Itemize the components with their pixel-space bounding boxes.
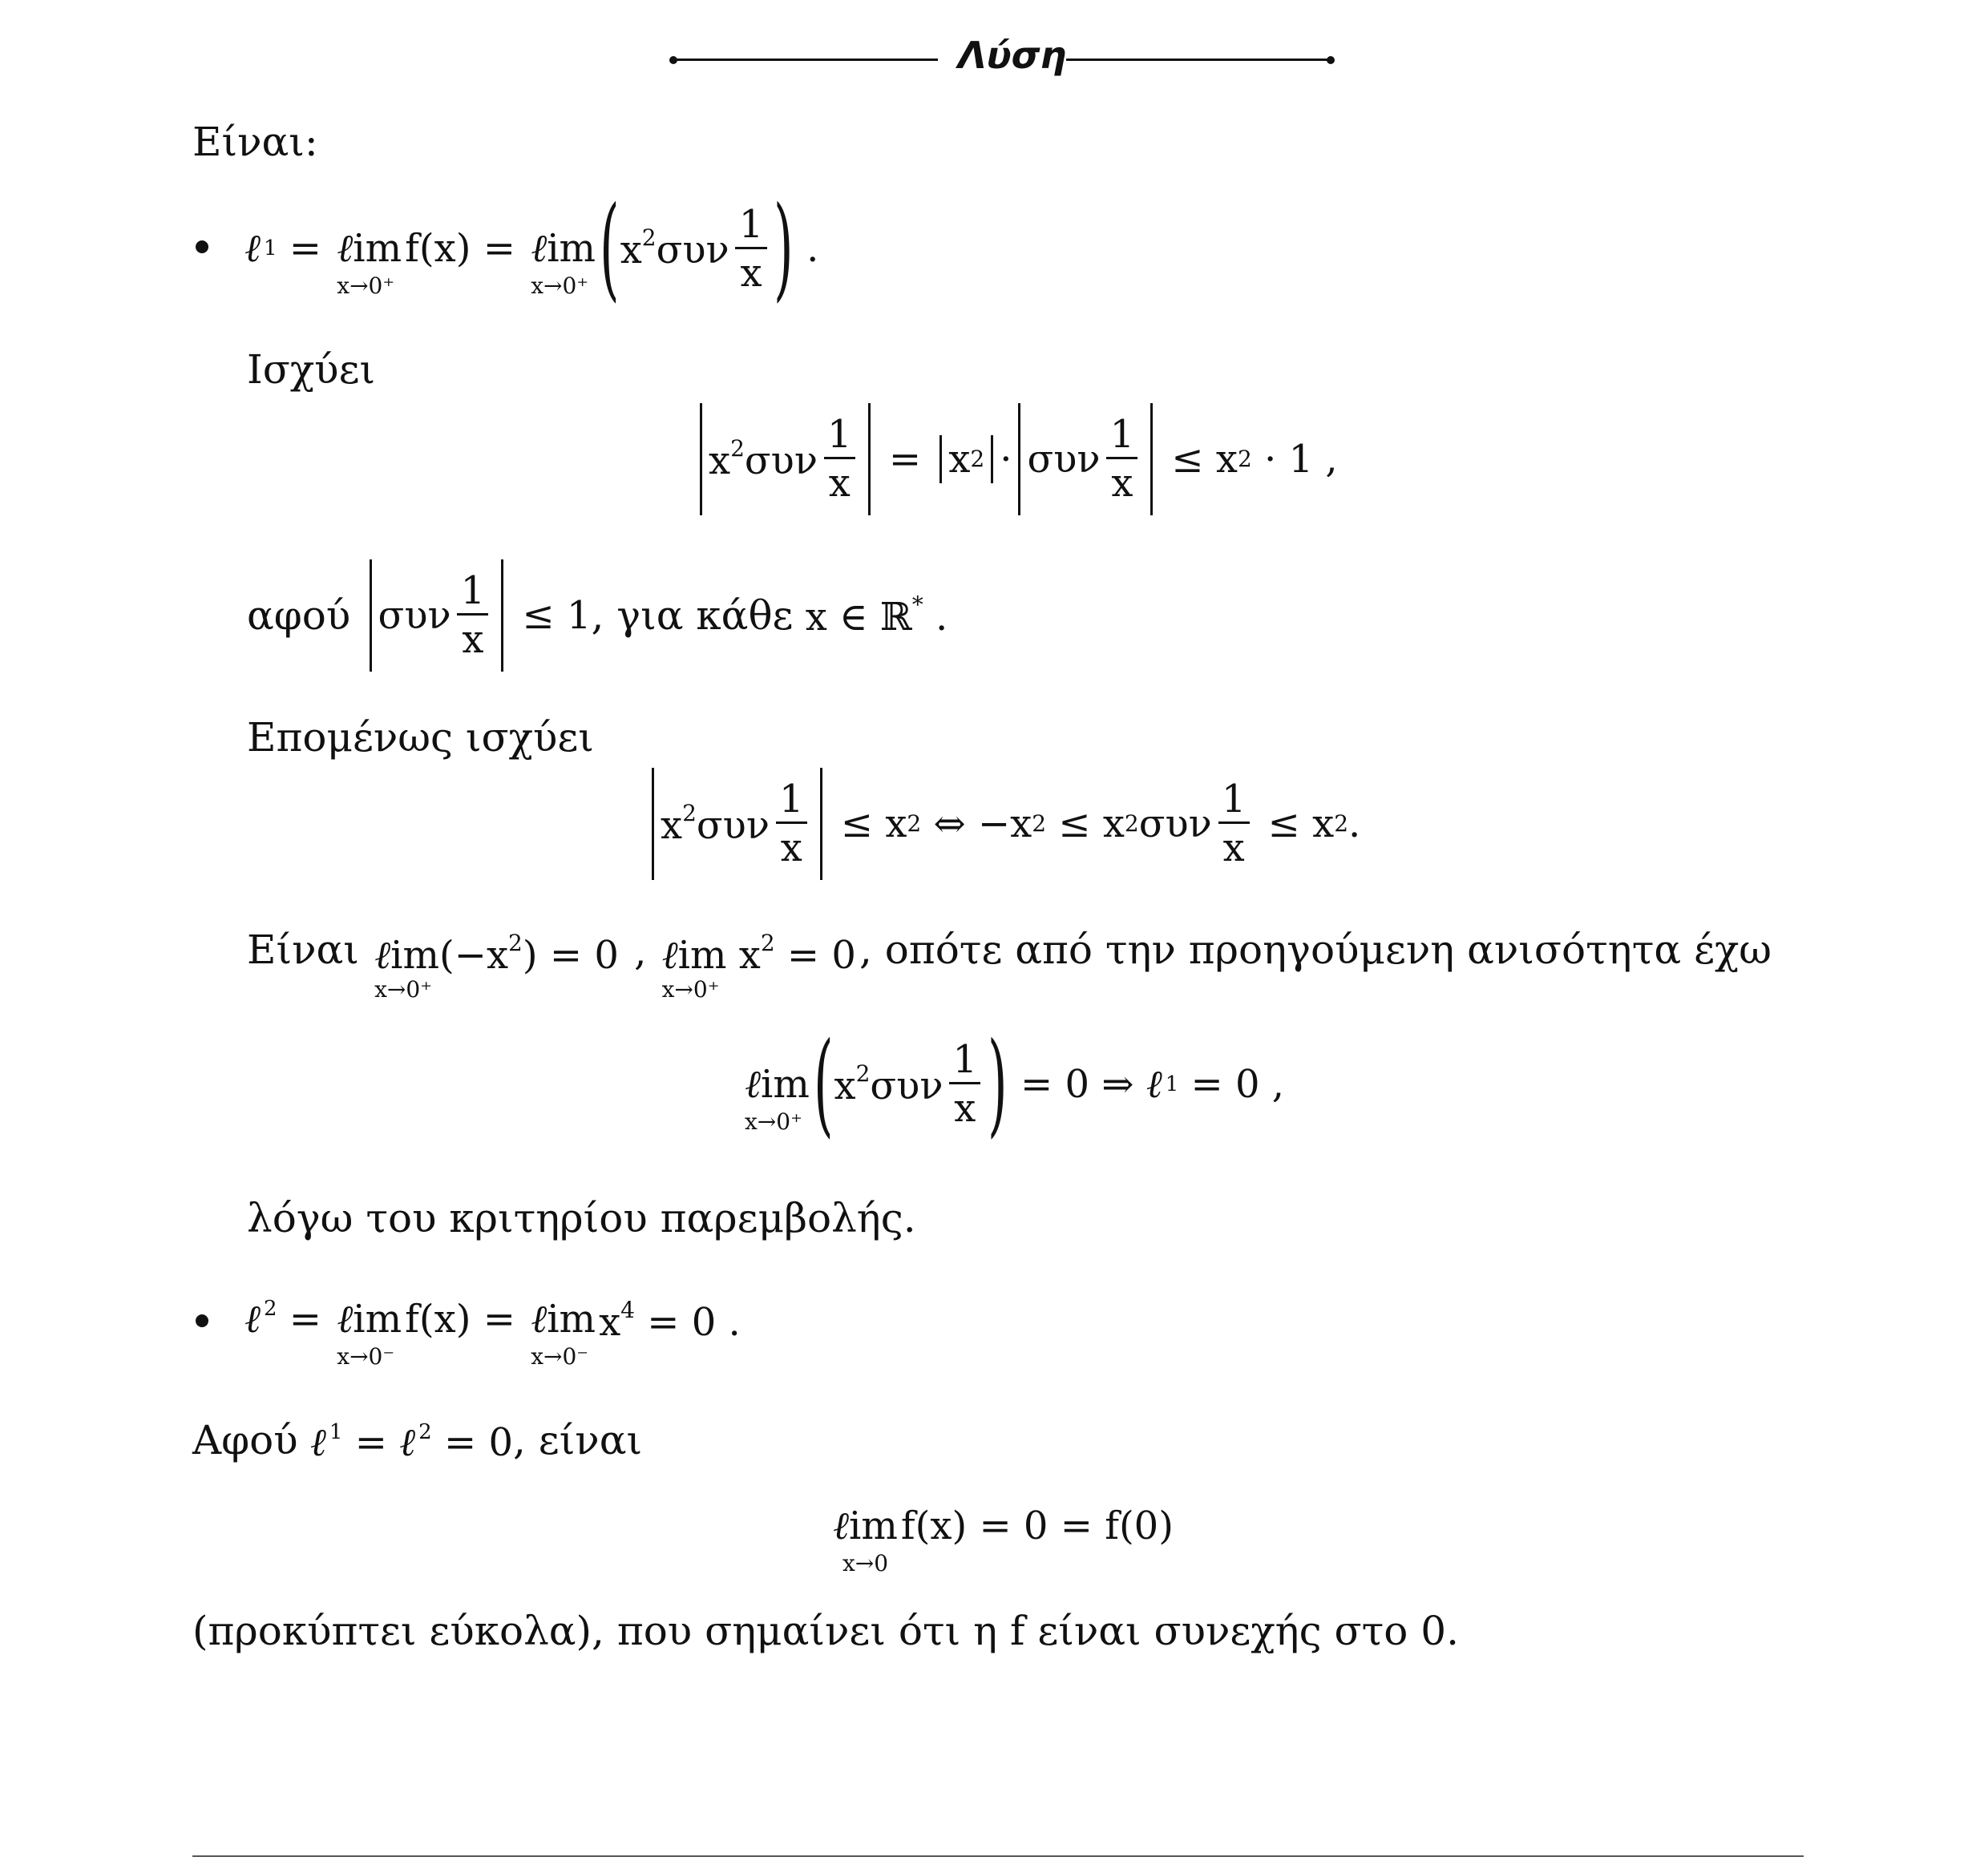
section-title: Λύση [958,34,1067,77]
bullet-2 [196,1314,208,1327]
intro-text: Είναι: [192,119,318,165]
continuity-limit: ℓim x→0 f(x) = 0 = f(0) [833,1504,1174,1576]
abs-value-inequality: $x^2\sigma\upsilon\nu$ $\frac{1}{x}$ = x 2 · συν $\frac{1}{x}$ ≤ x 2 · 1 , [693,401,1338,517]
ell1-limit-expression: ℓ 1 = ℓim x→0⁺ f(x) = ℓim x→0⁺ ( $x^2\sigma\upsilon\nu$ $\frac{1}{x}$ ) . [244,183,819,313]
therefore-text: Επομένως ισχύει [247,714,594,761]
footer-rule [192,1855,1804,1857]
ell-equal-line: Αφού ℓ 1 = ℓ 2 = 0 , είναι [192,1417,643,1465]
squeeze-text: λόγω του κριτηρίου παρεμβολής. [247,1195,916,1241]
limits-line: Είναι $\ell im(-x^2) = 0$ x→0⁺ , ℓim $x^2 = 0$ x→0⁺ , οπότε από την προηγούμενη ανισότητα έχω [247,926,1772,1003]
since-bound: αφού συν $\frac{1}{x}$ ≤ 1 , για κάθε x ∈ ℝ* . [247,557,948,673]
ell1-result: ℓim x→0⁺ ( $x^2\sigma\upsilon\nu$ $\frac{1}{x}$ ) = 0 ⇒ ℓ 1 = 0 , [745,1018,1285,1149]
double-inequality: $x^2\sigma\upsilon\nu$ $\frac{1}{x}$ ≤ x 2 ⇔ −x 2 ≤ x 2 συν $\frac{1}{x}$ ≤ x 2 . [645,765,1360,882]
header-rule-left [673,59,938,61]
ell2-limit-expression: ℓ 2 = ℓim x→0⁻ f(x) = ℓim x→0⁻ $x^4 = 0$ . [244,1297,741,1370]
holds-text: Ισχύει [247,346,376,393]
header-rule-right [1066,59,1331,61]
header-dot-right [1327,56,1335,64]
bullet-1 [196,240,208,253]
conclusion-text: (προκύπτει εύκολα), που σημαίνει ότι η f είναι συνεχής στο 0. [192,1608,1459,1654]
